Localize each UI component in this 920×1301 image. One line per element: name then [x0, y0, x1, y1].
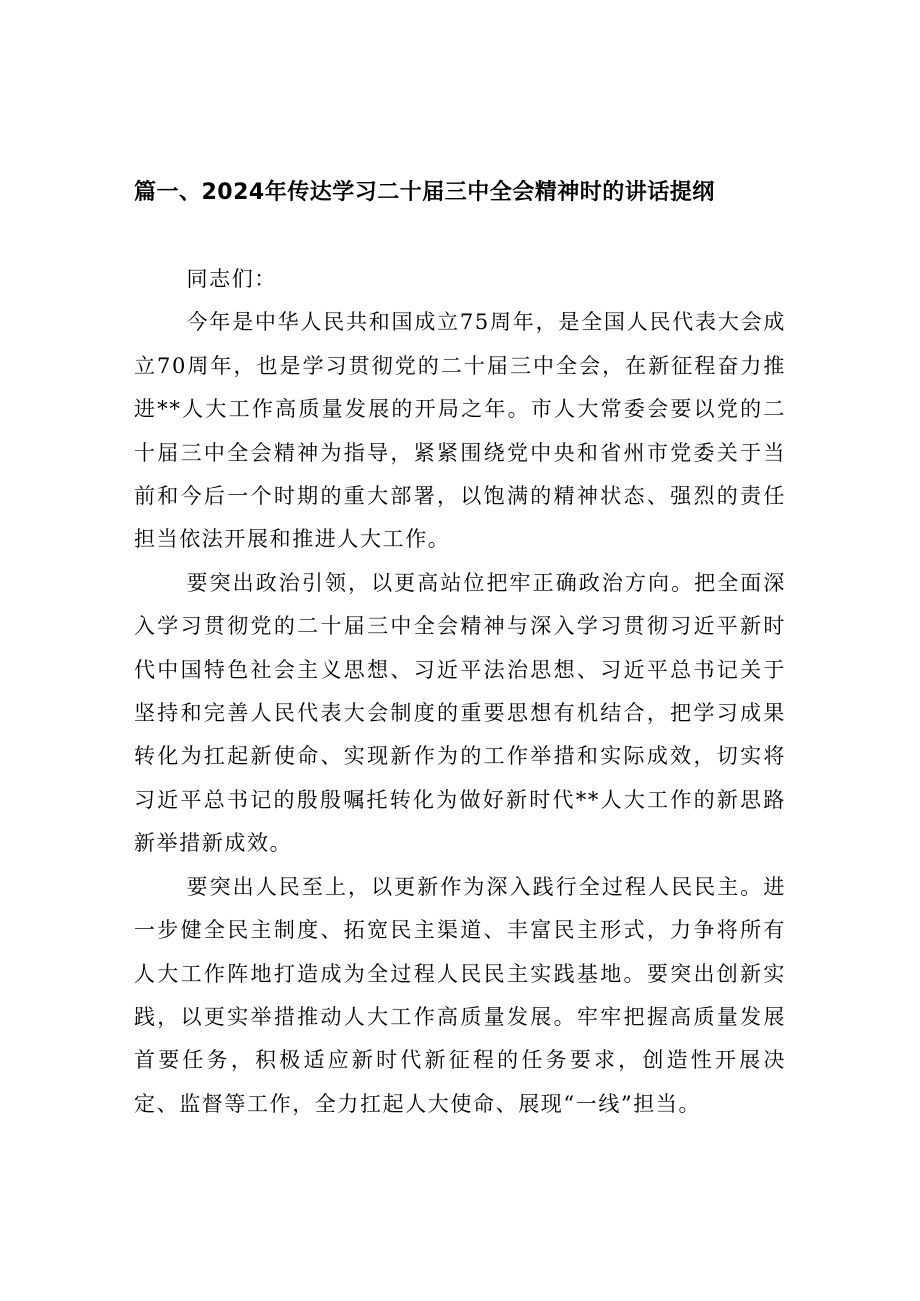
paragraph-1: 今年是中华人民共和国成立75周年，是全国人民代表大会成立70周年，也是学习贯彻党的二十届三中全会，在新征程奋力推进**人大工作高质量发展的开局之年。市人大常委会要以党的二十届三中全会精神为指导，紧紧围绕党中央和省州市党委关于当前和今后一个时期的重大部署，以饱满的精神状态、强烈的责任担当依法开展和推进人大工作。 — [134, 310, 786, 552]
document-title: 篇一、2024年传达学习二十届三中全会精神时的讲话提纲 — [134, 180, 715, 205]
paragraph-3: 要突出人民至上，以更新作为深入践行全过程人民民主。进一步健全民主制度、拓宽民主渠道、丰富民主形式，力争将所有人大工作阵地打造成为全过程人民民主实践基地。要突出创新实践，以更实举措推动人大工作高质量发展。牢牢把握高质量发展首要任务，积极适应新时代新征程的任务要求，创造性开展决定、监督等工作，全力扛起人大使命、展现“一线”担当。 — [134, 874, 786, 1116]
document-body — [134, 258, 786, 1126]
paragraph-2: 要突出政治引领，以更高站位把牢正确政治方向。把全面深入学习贯彻党的二十届三中全会精神与深入学习贯彻习近平新时代中国特色社会主义思想、习近平法治思想、习近平总书记关于坚持和完善人民代表大会制度的重要思想有机结合，把学习成果转化为扛起新使命、实现新作为的工作举措和实际成效，切实将习近平总书记的殷殷嘱托转化为做好新时代**人大工作的新思路新举措新成效。 — [134, 570, 786, 856]
salutation: 同志们： — [186, 267, 277, 291]
